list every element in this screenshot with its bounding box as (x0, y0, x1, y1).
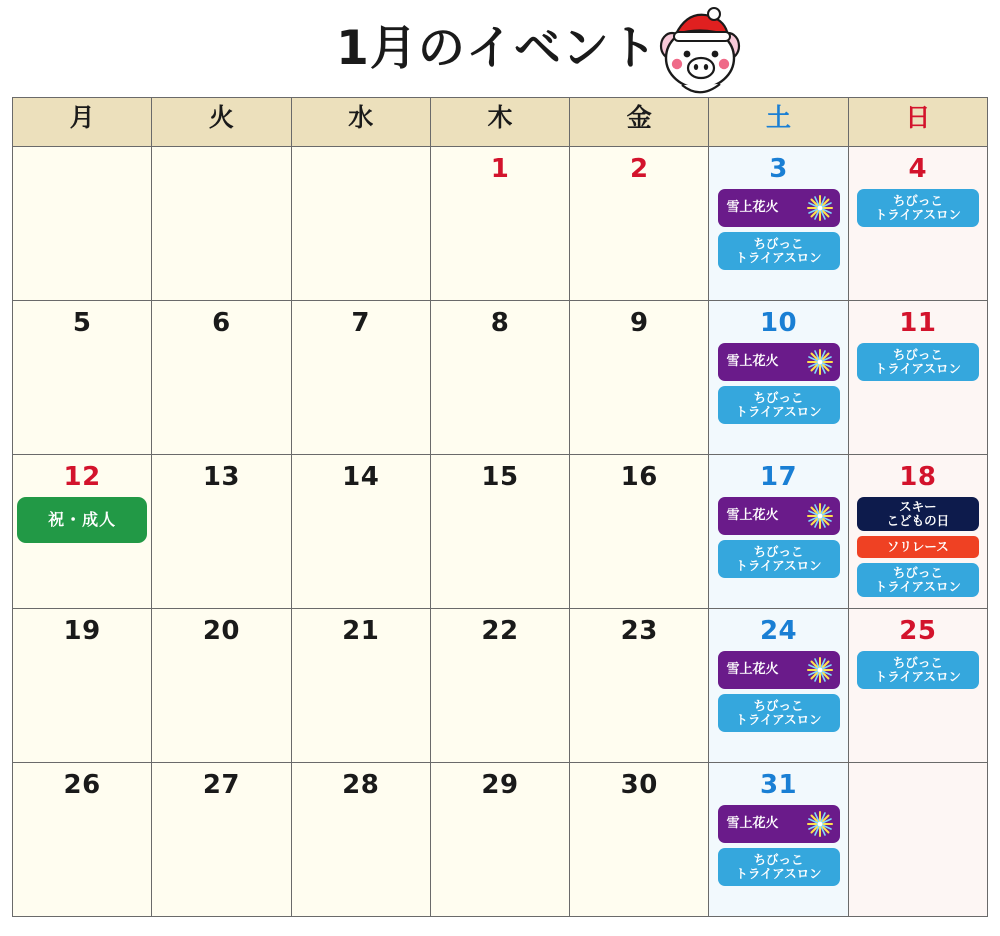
day-events (709, 497, 847, 578)
day-number: 26 (63, 770, 101, 800)
calendar-week-row (13, 147, 988, 301)
calendar-day-cell[interactable] (570, 147, 709, 301)
day-number: 4 (908, 154, 928, 184)
event-chip-fireworks[interactable] (718, 343, 840, 381)
day-number: 15 (481, 462, 519, 492)
event-chip-line2: トライアスロン (874, 361, 961, 376)
calendar-day-cell[interactable] (152, 455, 291, 609)
event-chip-text (887, 500, 950, 528)
day-number: 20 (202, 616, 241, 646)
weekday-header-sun: 日 (848, 98, 987, 147)
day-number: 2 (629, 154, 649, 184)
event-chip-line2: トライアスロン (874, 579, 961, 594)
calendar-day-cell[interactable] (13, 301, 152, 455)
event-chip-ski[interactable] (857, 497, 979, 531)
day-number: 22 (481, 616, 519, 646)
calendar-day-cell[interactable] (291, 301, 430, 455)
day-number: 5 (72, 308, 92, 338)
day-events (709, 343, 847, 424)
calendar-day-cell[interactable] (570, 455, 709, 609)
day-number: 19 (63, 616, 101, 646)
event-chip-line2: トライアスロン (874, 669, 961, 684)
calendar-empty-cell (13, 147, 152, 301)
event-chip-line2: トライアスロン (735, 250, 822, 265)
day-number: 14 (342, 462, 380, 492)
day-number: 23 (620, 616, 658, 646)
event-chip-triathlon[interactable] (718, 694, 840, 732)
day-number: 28 (342, 770, 380, 800)
day-number: 10 (759, 308, 798, 338)
event-chip-line1: 雪上花火 (726, 199, 779, 215)
event-chip-line2: トライアスロン (735, 404, 822, 419)
day-number: 3 (769, 154, 788, 184)
day-number: 21 (342, 616, 380, 646)
day-events (709, 805, 847, 886)
calendar-day-cell[interactable] (291, 455, 430, 609)
calendar-day-cell[interactable] (848, 455, 987, 609)
event-chip-line1: 雪上花火 (726, 815, 779, 831)
day-number: 13 (202, 462, 241, 492)
event-chip-holiday[interactable] (17, 497, 147, 543)
event-chip-triathlon[interactable] (857, 343, 979, 381)
event-chip-text (735, 545, 821, 573)
calendar-empty-cell (152, 147, 291, 301)
calendar-day-cell[interactable] (430, 609, 569, 763)
event-chip-text (875, 194, 961, 222)
event-chip-line1: ちびっこ (753, 544, 804, 559)
calendar-day-cell[interactable] (430, 301, 569, 455)
calendar-week-row (13, 301, 988, 455)
event-chip-line1: ちびっこ (892, 193, 943, 208)
event-chip-line2: トライアスロン (735, 712, 822, 727)
event-chip-fireworks[interactable] (718, 497, 840, 535)
day-number: 27 (202, 770, 241, 800)
event-chip-triathlon[interactable] (718, 848, 840, 886)
day-number: 8 (490, 308, 510, 338)
event-chip-line2: トライアスロン (874, 207, 961, 222)
calendar-day-cell[interactable] (709, 763, 848, 917)
event-chip-triathlon[interactable] (718, 386, 840, 424)
day-number: 30 (620, 770, 658, 800)
calendar-day-cell[interactable] (13, 455, 152, 609)
event-chip-line1: ちびっこ (892, 565, 943, 580)
event-chip-line1: 雪上花火 (726, 353, 779, 369)
calendar-empty-cell (291, 147, 430, 301)
day-number: 9 (629, 308, 649, 338)
calendar-day-cell[interactable] (848, 301, 987, 455)
day-number: 1 (490, 154, 510, 184)
event-chip-triathlon[interactable] (718, 232, 840, 270)
event-chip-line1: スキー (899, 499, 937, 514)
day-number: 11 (899, 308, 937, 338)
event-chip-text (735, 853, 821, 881)
event-chip-fireworks[interactable] (718, 189, 840, 227)
day-number: 6 (212, 308, 231, 338)
day-number: 16 (620, 462, 658, 492)
day-number: 29 (481, 770, 519, 800)
weekday-header-mon: 月 (13, 98, 152, 147)
event-chip-text (735, 699, 821, 727)
day-number: 17 (759, 462, 798, 492)
event-chip-line1: ちびっこ (753, 390, 804, 405)
calendar-day-cell[interactable] (152, 763, 291, 917)
calendar-day-cell[interactable] (709, 147, 848, 301)
calendar-day-cell[interactable] (848, 147, 987, 301)
event-calendar (12, 97, 988, 917)
event-chip-line1: 雪上花火 (726, 661, 779, 677)
event-chip-line1: ちびっこ (892, 655, 943, 670)
day-number: 12 (63, 462, 101, 492)
day-events (13, 497, 151, 543)
calendar-header-row (13, 98, 988, 147)
day-number: 31 (759, 770, 798, 800)
calendar-day-cell[interactable] (13, 763, 152, 917)
day-number: 24 (759, 616, 798, 646)
pig-mascot-icon (648, 6, 750, 102)
calendar-day-cell[interactable] (291, 763, 430, 917)
calendar-day-cell[interactable] (570, 609, 709, 763)
calendar-day-cell[interactable] (570, 763, 709, 917)
event-chip-text (875, 348, 961, 376)
calendar-empty-cell (848, 763, 987, 917)
day-events (709, 189, 847, 270)
event-chip-text (735, 237, 821, 265)
day-events (849, 651, 987, 689)
calendar-day-cell[interactable] (430, 455, 569, 609)
weekday-header-sat: 土 (709, 98, 848, 147)
event-chip-text (875, 656, 961, 684)
event-chip-line1: ちびっこ (753, 698, 804, 713)
event-chip-line1: ちびっこ (753, 852, 804, 867)
weekday-header-wed: 水 (291, 98, 430, 147)
calendar-day-cell[interactable] (152, 609, 291, 763)
calendar-week-row (13, 763, 988, 917)
event-chip-line1: 祝・成人 (48, 510, 117, 530)
calendar-day-cell[interactable] (709, 301, 848, 455)
day-events (709, 651, 847, 732)
calendar-day-cell[interactable] (848, 609, 987, 763)
weekday-header-tue: 火 (152, 98, 291, 147)
event-chip-fireworks[interactable] (718, 805, 840, 843)
event-chip-triathlon[interactable] (857, 189, 979, 227)
event-chip-triathlon[interactable] (857, 651, 979, 689)
page-title: 1月のイベント (336, 20, 658, 76)
weekday-header-fri: 金 (570, 98, 709, 147)
event-chip-line2: トライアスロン (735, 866, 822, 881)
calendar-day-cell[interactable] (430, 147, 569, 301)
event-chip-triathlon[interactable] (718, 540, 840, 578)
calendar-day-cell[interactable] (709, 455, 848, 609)
day-number: 18 (899, 462, 937, 492)
weekday-header-thu: 木 (430, 98, 569, 147)
event-chip-line1: ちびっこ (892, 347, 943, 362)
event-chip-text (875, 566, 961, 594)
calendar-day-cell[interactable] (709, 609, 848, 763)
calendar-week-row (13, 609, 988, 763)
day-events (849, 497, 987, 597)
event-chip-line1: ちびっこ (753, 236, 804, 251)
day-events (849, 343, 987, 381)
calendar-day-cell[interactable] (13, 609, 152, 763)
calendar-day-cell[interactable] (291, 609, 430, 763)
calendar-day-cell[interactable] (152, 301, 291, 455)
event-chip-line2: こどもの日 (886, 513, 950, 528)
calendar-day-cell[interactable] (570, 301, 709, 455)
event-chip-line1: 雪上花火 (726, 507, 779, 523)
event-chip-triathlon-sm[interactable] (857, 563, 979, 597)
day-events (849, 189, 987, 227)
calendar-day-cell[interactable] (430, 763, 569, 917)
page-header (0, 0, 1000, 96)
calendar-body (13, 147, 988, 917)
event-chip-line2: トライアスロン (735, 558, 822, 573)
day-number: 25 (899, 616, 937, 646)
event-chip-text (735, 391, 821, 419)
event-chip-line1: ソリレース (886, 539, 949, 554)
event-chip-fireworks[interactable] (718, 651, 840, 689)
calendar-week-row (13, 455, 988, 609)
day-number: 7 (351, 308, 370, 338)
event-chip-sori[interactable] (857, 536, 979, 558)
